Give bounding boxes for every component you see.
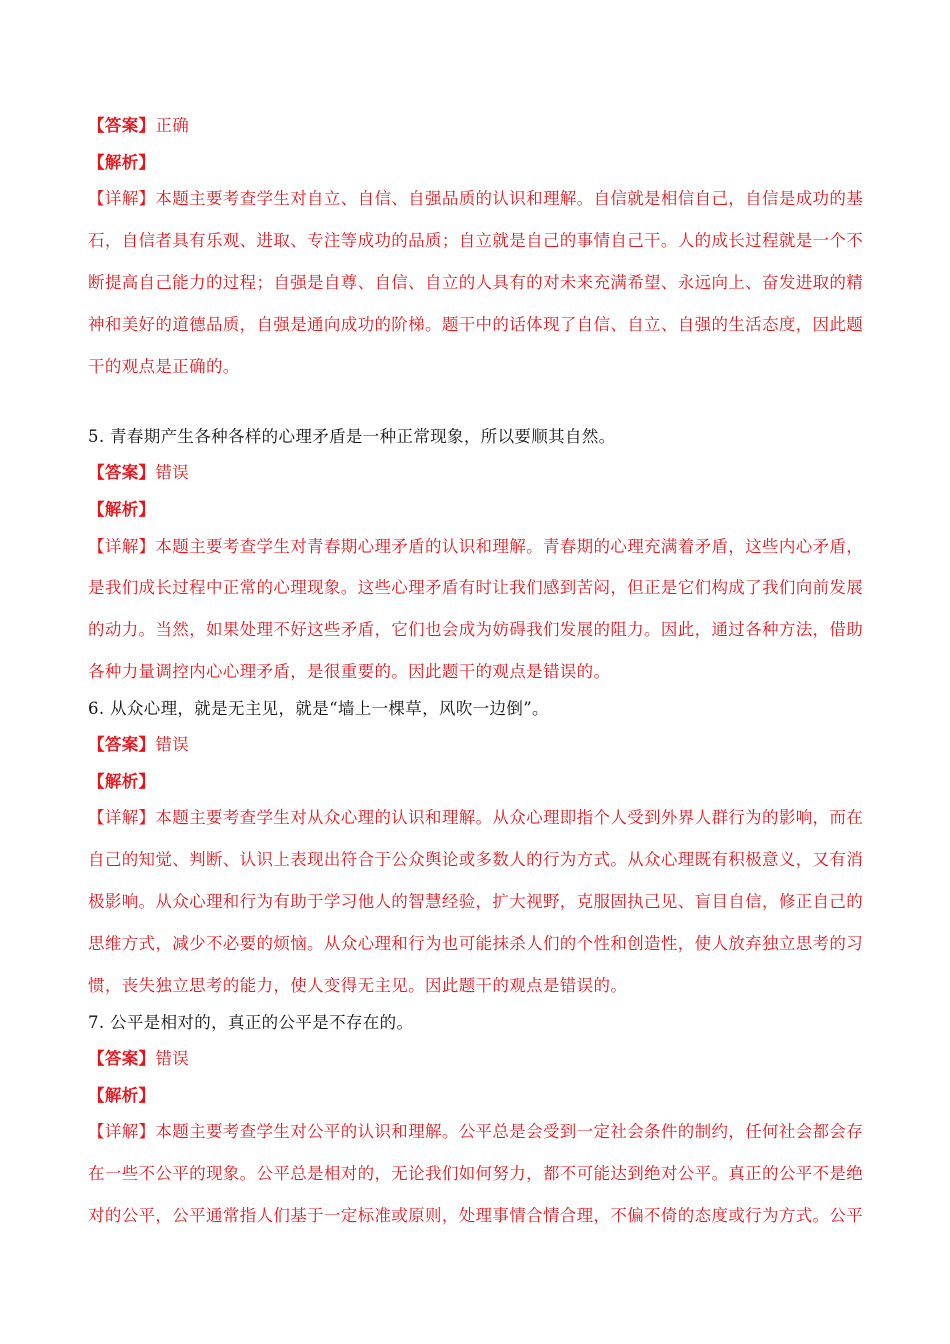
analysis-tag: 【解析】 [88,153,156,172]
detail-line: 【详解】本题主要考查学生对从众心理的认识和理解。从众心理即指个人受到外界人群行为的影响，而在 [88,808,864,827]
answer-line [88,463,868,483]
question-5: 5. 青春期产生各种各样的心理矛盾是一种正常现象，所以要顺其自然。 [88,427,616,446]
answer-tag: 【答案】 [88,735,156,754]
answer-tag: 【答案】 [88,116,156,135]
answer-value: 错误 [155,735,190,754]
answer-tag: 【答案】 [88,1049,156,1068]
detail-line: 极影响。从众心理和行为有助于学习他人的智慧经验，扩大视野，克服固执己见、盲目自信，修正自己的 [88,892,864,911]
question-6: 6. 从众心理，就是无主见，就是“墙上一棵草，风吹一边倒”。 [88,699,549,718]
question-7: 7. 公平是相对的，真正的公平是不存在的。 [88,1013,414,1032]
analysis-tag: 【解析】 [88,1086,156,1105]
answer-value: 错误 [155,1049,190,1068]
detail-line: 【详解】本题主要考查学生对青春期心理矛盾的认识和理解。青春期的心理充满着矛盾，这些内心矛盾， [88,537,864,556]
answer-line [88,1049,868,1069]
detail-line: 自己的知觉、判断、认识上表现出符合于公众舆论或多数人的行为方式。从众心理既有积极意义，又有消 [88,850,864,869]
analysis-tag: 【解析】 [88,772,156,791]
detail-line: 【详解】本题主要考查学生对公平的认识和理解。公平总是会受到一定社会条件的制约，任何社会都会存 [88,1122,864,1141]
answer-tag: 【答案】 [88,463,156,482]
detail-line: 在一些不公平的现象。公平总是相对的，无论我们如何努力，都不可能达到绝对公平。真正的公平不是绝 [88,1164,864,1183]
detail-line: 各种力量调控内心心理矛盾，是很重要的。因此题干的观点是错误的。 [88,662,611,681]
detail-line: 是我们成长过程中正常的心理现象。这些心理矛盾有时让我们感到苦闷，但正是它们构成了我们向前发展 [88,578,864,597]
answer-line [88,116,868,136]
detail-line: 惯，丧失独立思考的能力，使人变得无主见。因此题干的观点是错误的。 [88,976,628,995]
answer-value: 正确 [155,116,190,135]
detail-line: 神和美好的道德品质，自强是通向成功的阶梯。题干中的话体现了自信、自立、自强的生活态度，因此题 [88,315,864,334]
detail-line: 的动力。当然，如果处理不好这些矛盾，它们也会成为妨碍我们发展的阻力。因此，通过各种方法，借助 [88,620,864,639]
detail-line: 【详解】本题主要考查学生对自立、自信、自强品质的认识和理解。自信就是相信自己，自信是成功的基 [88,189,864,208]
detail-line: 石，自信者具有乐观、进取、专注等成功的品质；自立就是自己的事情自己干。人的成长过程就是一个不 [88,231,864,250]
answer-line [88,735,868,755]
detail-line: 思维方式，减少不必要的烦恼。从众心理和行为也可能抹杀人们的个性和创造性，使人放弃独立思考的习 [88,934,864,953]
analysis-tag: 【解析】 [88,500,156,519]
detail-line: 干的观点是正确的。 [88,357,240,376]
answer-value: 错误 [155,463,190,482]
detail-line: 断提高自己能力的过程；自强是自尊、自信、自立的人具有的对未来充满希望、永远向上、奋发进取的精 [88,273,864,292]
detail-line: 对的公平，公平通常指人们基于一定标准或原则，处理事情合情合理，不偏不倚的态度或行为方式。公平 [88,1206,864,1225]
